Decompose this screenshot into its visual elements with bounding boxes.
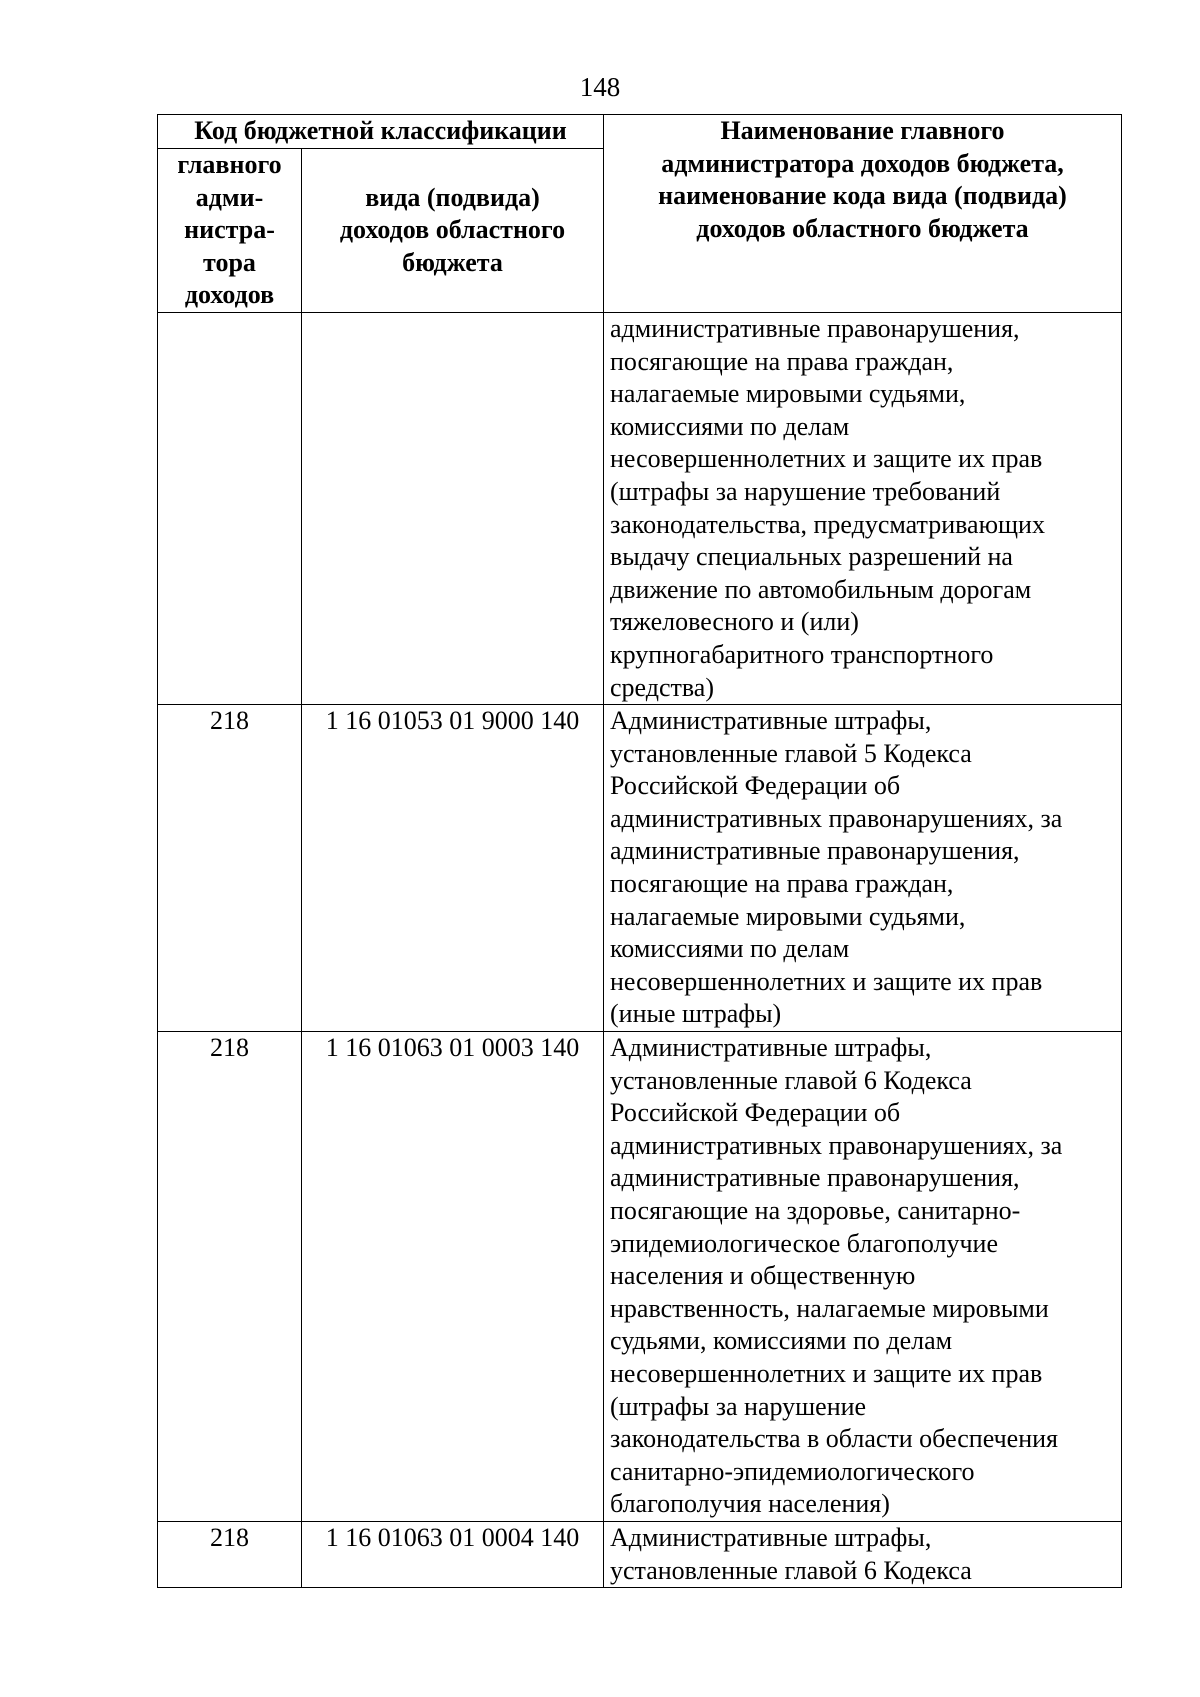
- income-name-line: эпидемиологическое благополучие: [610, 1228, 998, 1258]
- income-name-line: административные правонарушения,: [610, 836, 1020, 866]
- income-name-line: Российской Федерации об: [610, 771, 901, 801]
- income-name-line: Административные штрафы,: [610, 1033, 932, 1063]
- income-name-line: движение по автомобильным дорогам: [610, 574, 1032, 604]
- income-code-cell: [302, 312, 604, 704]
- income-name-line: посягающие на здоровье, санитарно-: [610, 1196, 1021, 1225]
- income-name-cell: [604, 312, 1122, 704]
- admin-code-cell: [158, 312, 302, 704]
- table-body: [158, 312, 1122, 1587]
- budget-classification-table: [157, 114, 1122, 1588]
- income-name-line: санитарно-эпидемиологического: [610, 1456, 975, 1486]
- header-name-line: администратора доходов бюджета,: [661, 148, 1064, 178]
- income-name-line: судьями, комиссиями по делам: [610, 1326, 953, 1356]
- header-code-column: [302, 149, 604, 313]
- income-name-line: законодательства, предусматривающих: [610, 509, 1045, 539]
- income-name-line: тяжеловесного и (или): [610, 607, 859, 637]
- income-name-line: благополучия населения): [610, 1489, 890, 1519]
- income-name-line: населения и общественную: [610, 1261, 916, 1291]
- admin-code-cell: 218: [158, 705, 302, 1032]
- income-name-cell: [604, 1032, 1122, 1522]
- header-admin-line: адми-: [195, 182, 264, 212]
- header-admin-line: тора: [203, 247, 256, 277]
- table-row: [158, 312, 1122, 704]
- header-name-line: наименование кода вида (подвида): [658, 181, 1067, 211]
- income-name-line: нравственность, налагаемые мировыми: [610, 1293, 1049, 1323]
- header-budget-classification-code: Код бюджетной классификации: [158, 115, 604, 149]
- admin-code-cell: 218: [158, 1032, 302, 1522]
- header-name-line: Наименование главного: [720, 116, 1005, 145]
- income-name-line: (штрафы за нарушение: [610, 1391, 867, 1421]
- header-admin-line: доходов: [184, 280, 275, 310]
- income-name-line: Административные штрафы,: [610, 706, 932, 736]
- income-name-line: Административные штрафы,: [610, 1522, 932, 1552]
- income-code-cell: 1 16 01053 01 9000 140: [302, 705, 604, 1032]
- income-code-cell: 1 16 01063 01 0004 140: [302, 1521, 604, 1587]
- header-code-line: вида (подвида): [365, 182, 540, 212]
- income-name-line: (штрафы за нарушение требований: [610, 476, 1001, 506]
- header-name-column: [604, 115, 1122, 313]
- header-code-line: бюджета: [402, 247, 503, 277]
- income-name-cell: [604, 1521, 1122, 1587]
- header-admin-column: [158, 149, 302, 313]
- header-admin-line: главного: [177, 150, 282, 179]
- income-name-line: административные правонарушения,: [610, 1163, 1020, 1193]
- income-name-line: административных правонарушениях, за: [610, 803, 1063, 833]
- header-code-line: доходов областного: [339, 215, 566, 245]
- income-name-line: (иные штрафы): [610, 999, 782, 1029]
- header-admin-line: нистра-: [184, 215, 275, 245]
- table-header: [158, 115, 1122, 313]
- income-name-line: несовершеннолетних и защите их прав: [610, 966, 1043, 996]
- income-name-line: комиссиями по делам: [610, 934, 850, 964]
- page-number: 148: [579, 72, 621, 102]
- income-name-line: средства): [610, 672, 714, 702]
- income-name-line: посягающие на права граждан,: [610, 346, 954, 376]
- income-name-line: посягающие на права граждан,: [610, 869, 954, 899]
- header-name-line: доходов областного бюджета: [696, 213, 1029, 243]
- income-name-line: законодательства в области обеспечения: [610, 1424, 1059, 1454]
- income-name-line: налагаемые мировыми судьями,: [610, 901, 966, 931]
- income-name-line: крупногабаритного транспортного: [610, 639, 994, 669]
- income-name-line: несовершеннолетних и защите их прав: [610, 1358, 1043, 1388]
- income-name-line: налагаемые мировыми судьями,: [610, 379, 966, 409]
- income-name-line: административных правонарушениях, за: [610, 1130, 1063, 1160]
- table-row: [158, 1032, 1122, 1522]
- income-name-line: выдачу специальных разрешений на: [610, 542, 1013, 572]
- income-name-line: Российской Федерации об: [610, 1098, 901, 1128]
- income-name-line: комиссиями по делам: [610, 411, 850, 441]
- table-row: [158, 1521, 1122, 1587]
- admin-code-cell: 218: [158, 1521, 302, 1587]
- income-name-line: установленные главой 6 Кодекса: [610, 1555, 972, 1585]
- income-name-line: административные правонарушения,: [610, 313, 1020, 343]
- income-name-line: установленные главой 5 Кодекса: [610, 738, 972, 768]
- income-name-cell: [604, 705, 1122, 1032]
- income-code-cell: 1 16 01063 01 0003 140: [302, 1032, 604, 1522]
- income-name-line: несовершеннолетних и защите их прав: [610, 444, 1043, 474]
- income-name-line: установленные главой 6 Кодекса: [610, 1065, 972, 1095]
- table-row: [158, 705, 1122, 1032]
